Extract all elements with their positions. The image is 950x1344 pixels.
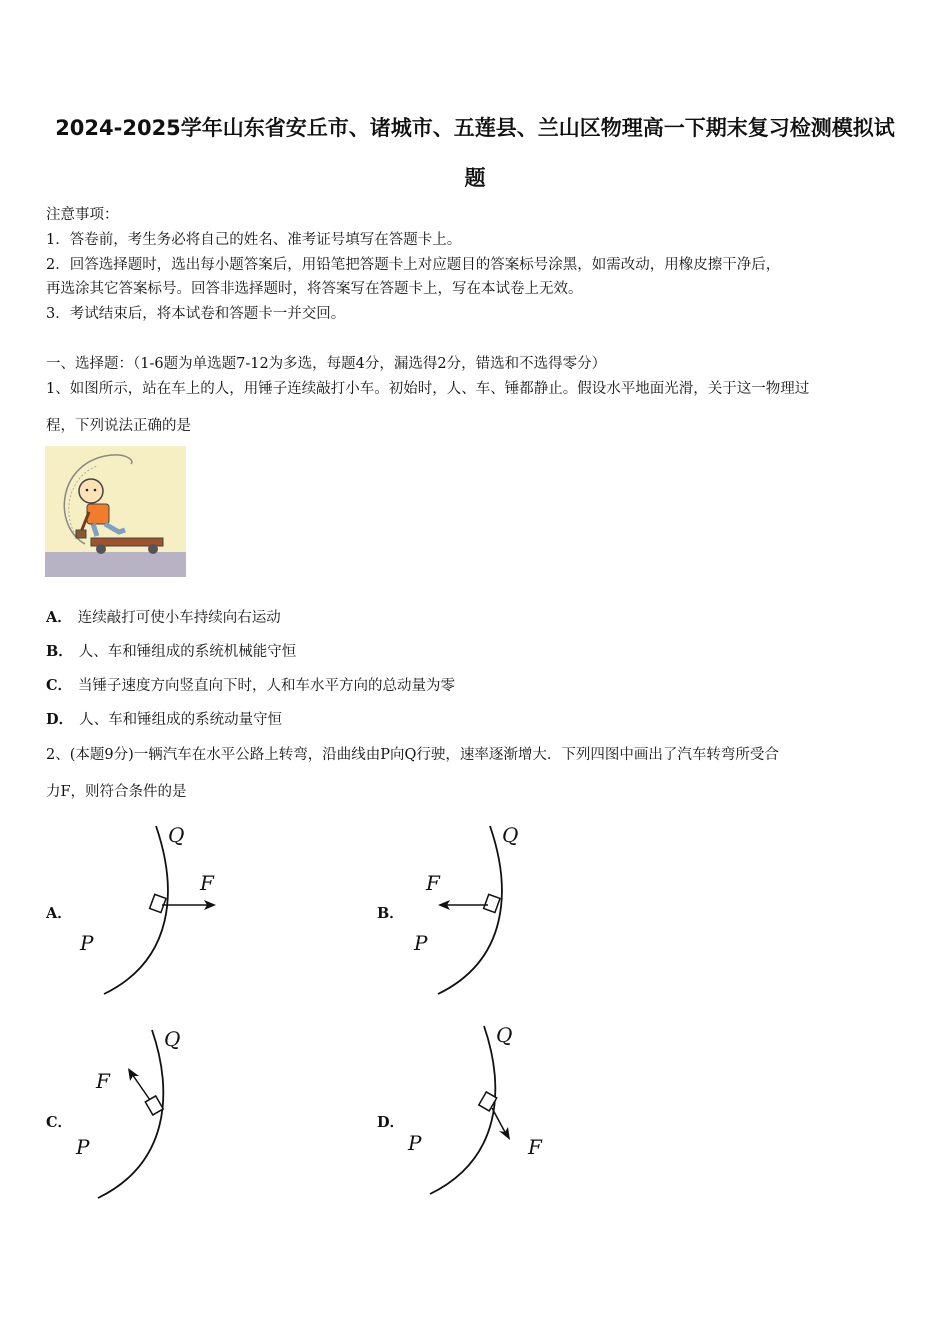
force-f-label: F bbox=[96, 1069, 110, 1093]
force-f-label: F bbox=[426, 871, 440, 895]
option-text: 当锤子速度方向竖直向下时，人和车水平方向的总动量为零 bbox=[78, 678, 456, 694]
force-f-label: F bbox=[200, 871, 214, 895]
notice-item: 1．答卷前，考生务必将自己的姓名、准考证号填写在答题卡上。 bbox=[46, 232, 462, 248]
q2-stem-continued: 力F，则符合条件的是 bbox=[46, 784, 187, 800]
option-letter: D． bbox=[46, 711, 74, 728]
q2-option-c-label[interactable]: C． bbox=[46, 1114, 73, 1131]
q2-option-a-label[interactable]: A． bbox=[46, 905, 72, 922]
page-title: 2024-2025学年山东省安丘市、诸城市、五莲县、兰山区物理高一下期末复习检测模拟试 bbox=[55, 116, 895, 140]
option-text: 人、车和锤组成的系统机械能守恒 bbox=[78, 644, 297, 660]
q1-option-b[interactable] bbox=[46, 640, 296, 661]
section-heading: 一、选择题：（1-6题为单选题7-12为多选，每题4分，漏选得2分，错选和不选得零分） bbox=[46, 356, 607, 372]
force-f-label: F bbox=[528, 1135, 542, 1159]
q2-option-b-label[interactable]: B． bbox=[377, 905, 404, 922]
notice-item: 再选涂其它答案标号。回答非选择题时，将答案写在答题卡上，写在本试卷上无效。 bbox=[46, 281, 583, 297]
option-text: 连续敲打可使小车持续向右运动 bbox=[77, 610, 281, 626]
q2-figure-d bbox=[400, 1020, 570, 1200]
option-letter: A． bbox=[46, 609, 72, 626]
q1-stem: 1、如图所示，站在车上的人，用锤子连续敲打小车。初始时，人、车、锤都静止。假设水平地面光滑，关于这一物理过 bbox=[46, 381, 810, 397]
point-q-label: Q bbox=[168, 823, 185, 847]
point-q-label: Q bbox=[164, 1027, 181, 1051]
q1-option-c[interactable] bbox=[46, 674, 455, 695]
q2-option-d-label[interactable]: D． bbox=[377, 1114, 405, 1131]
q1-option-d[interactable] bbox=[46, 708, 282, 729]
q1-illustration bbox=[45, 446, 186, 577]
q1-stem-continued: 程，下列说法正确的是 bbox=[46, 418, 191, 434]
point-q-label: Q bbox=[502, 823, 519, 847]
point-p-label: P bbox=[80, 931, 94, 955]
option-letter: B． bbox=[46, 643, 73, 660]
notice-item: 2．回答选择题时，选出每小题答案后，用铅笔把答题卡上对应题目的答案标号涂黑，如需改动，用橡皮擦干净后， bbox=[46, 257, 781, 273]
q2-stem: 2、(本题9分)一辆汽车在水平公路上转弯，沿曲线由P向Q行驶，速率逐渐增大．下列四图中画出了汽车转弯所受合 bbox=[46, 747, 779, 763]
q1-option-a[interactable] bbox=[46, 606, 281, 627]
point-p-label: P bbox=[76, 1135, 90, 1159]
option-letter: C． bbox=[46, 677, 73, 694]
point-p-label: P bbox=[408, 1131, 422, 1155]
point-q-label: Q bbox=[496, 1023, 513, 1047]
notice-item: 3．考试结束后，将本试卷和答题卡一并交回。 bbox=[46, 306, 346, 322]
q2-figure-a bbox=[70, 820, 240, 1000]
option-text: 人、车和锤组成的系统动量守恒 bbox=[79, 712, 283, 728]
notice-heading: 注意事项： bbox=[46, 207, 119, 223]
q2-figure-b bbox=[404, 820, 574, 1000]
q2-figure-c bbox=[68, 1024, 238, 1204]
point-p-label: P bbox=[414, 931, 428, 955]
page-title-continued: 题 bbox=[464, 166, 486, 190]
